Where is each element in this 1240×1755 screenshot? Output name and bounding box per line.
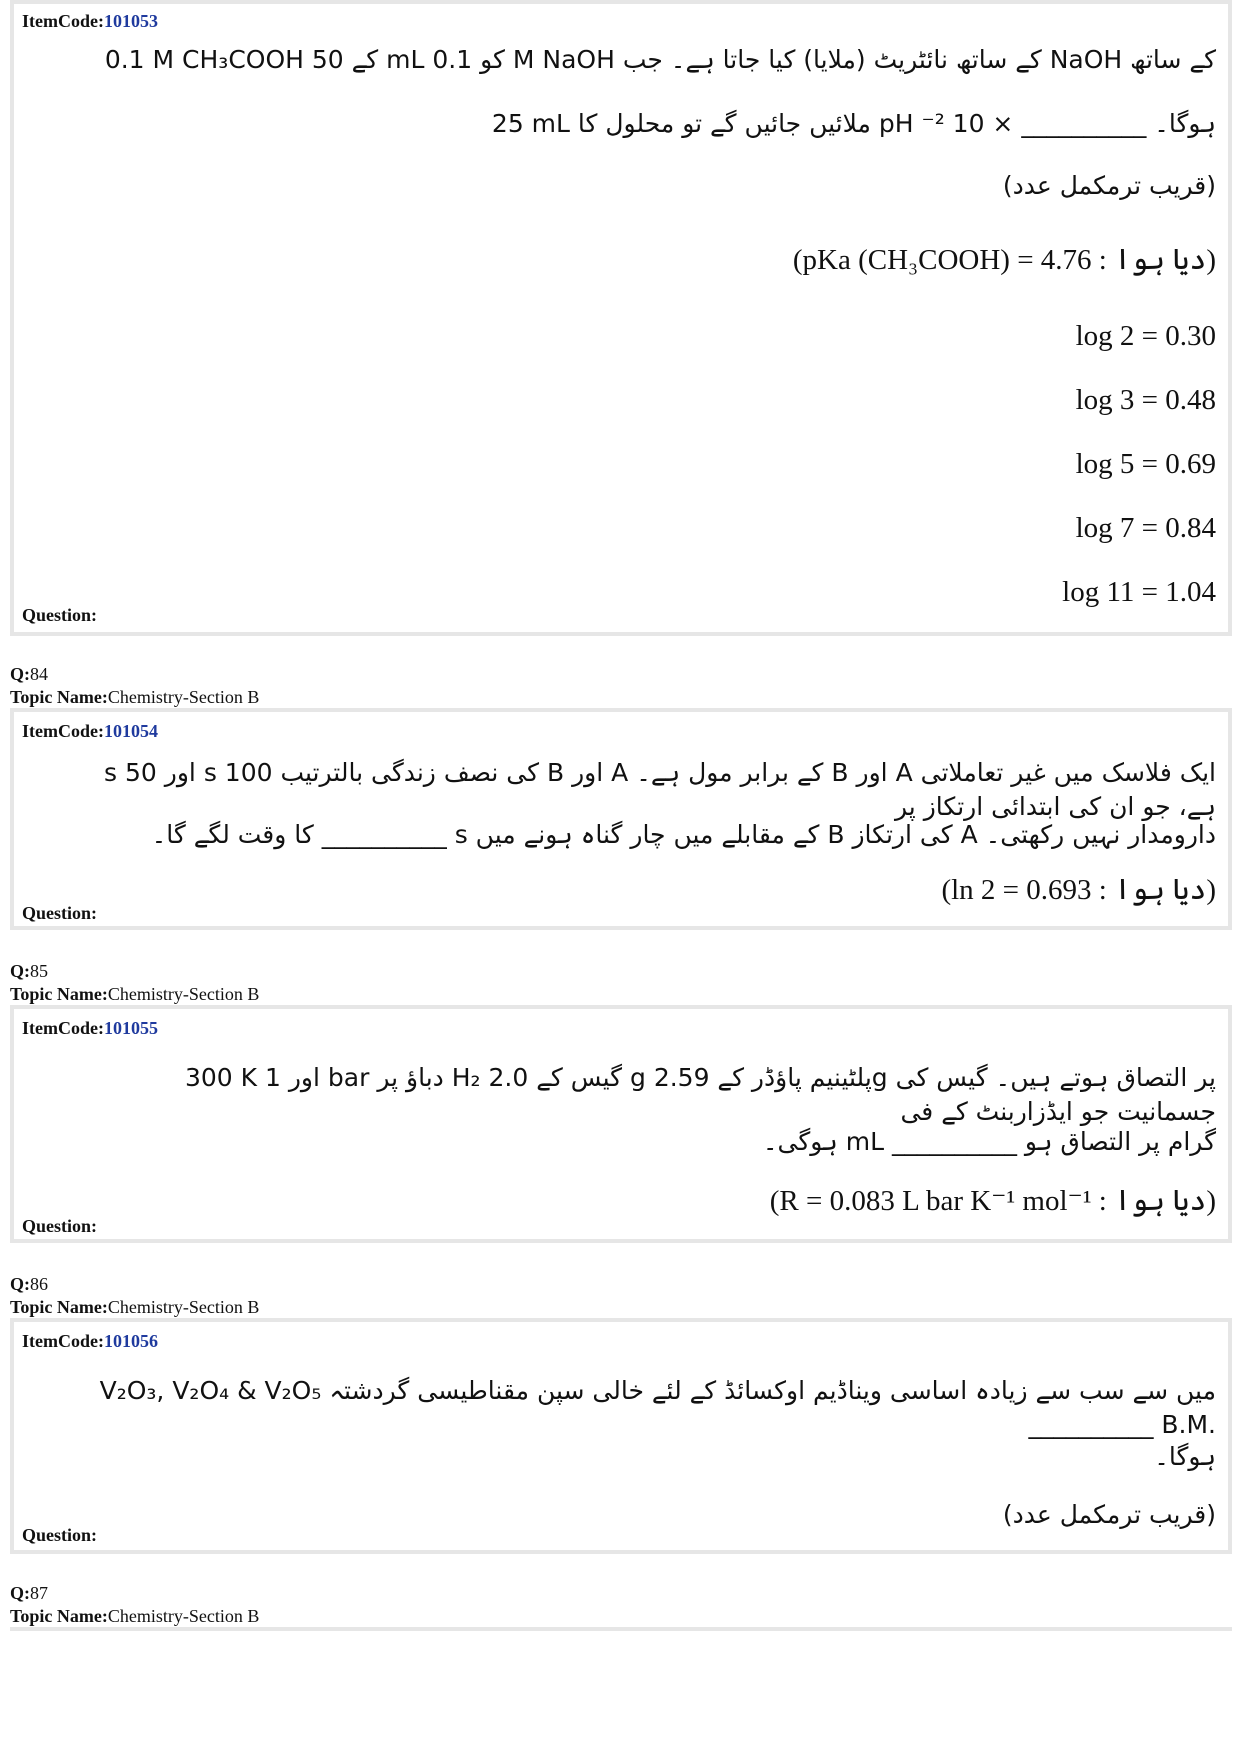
question-text-line-2: گرام پر التصاق ہو __________ mL ہوگی۔ [762,1127,1216,1156]
item-code-line [22,10,158,32]
topic-value: Chemistry-Section B [107,984,260,1004]
question-text-line-1: 0.1 M CH₃COOH کے 50 mL کو 0.1 M NaOH کے ساتھ نائٹریٹ (ملایا) کیا جاتا ہے۔ جب NaOH کے ساتھ [104,45,1216,74]
given-log-3: log 3 = 0.48 [1075,384,1216,416]
given-log-2: log 2 = 0.30 [1075,320,1216,352]
item-code-label: ItemCode: [22,1331,104,1351]
topic-line [10,1296,259,1318]
topic-value: Chemistry-Section B [107,1297,260,1317]
question-text-line-1: V₂O₃, V₂O₄ & V₂O₅ میں سے سب سے زیادہ اساسی ویناڈیم اوکسائڈ کے لئے خالی سپن مقناطیسی گردشتہ __________ B.M. [99,1376,1216,1439]
given-ln2: (ln 2 = 0.693 : دیا ہوا) [941,874,1216,906]
item-code-value: 101053 [103,11,158,31]
topic-value: Chemistry-Section B [107,687,260,707]
question-label: Question: [22,1216,98,1236]
question-label: Question: [22,1525,98,1545]
question-text-line-2: ہوگا۔ [1154,1442,1216,1471]
question-text-line-2: دارومدار نہیں رکھتی۔ A کی ارتکاز B کے مقابلے میں چار گناہ ہونے میں s __________ کا وقت لگے گا۔ [151,820,1216,849]
item-code-line [22,1330,158,1352]
item-code-line [22,1017,158,1039]
section-divider [10,1627,1232,1631]
q-label: Q: [10,1583,30,1603]
q-number-line [10,1273,48,1295]
question-label: Question: [22,903,98,923]
item-code-value: 101055 [103,1018,158,1038]
question-panel-101053 [10,0,1232,636]
rounding-note: (قریب ترمکمل عدد) [1002,1500,1216,1529]
question-panel-101055 [10,1005,1232,1243]
q-number: 87 [30,1583,48,1603]
topic-label: Topic Name: [10,687,108,707]
q-number-line [10,960,48,982]
item-code-value: 101056 [103,1331,158,1351]
topic-line [10,983,259,1005]
item-code-label: ItemCode: [22,11,104,31]
topic-label: Topic Name: [10,984,108,1004]
given-log-11: log 11 = 1.04 [1062,576,1216,608]
given-log-7: log 7 = 0.84 [1075,512,1216,544]
q-number-line [10,1582,48,1604]
topic-value: Chemistry-Section B [107,1606,260,1626]
topic-label: Topic Name: [10,1297,108,1317]
question-text-line-2: 25 mL ملائیں جائیں گے تو محلول کا pH ⁻² 10 × __________ ہوگا۔ [491,109,1216,138]
q-label: Q: [10,664,30,684]
topic-line [10,1605,259,1627]
item-code-line [22,720,158,742]
q-label: Q: [10,961,30,981]
rounding-note: (قریب ترمکمل عدد) [1002,171,1216,200]
question-panel-101056 [10,1318,1232,1554]
question-text-line-1: ایک فلاسک میں غیر تعاملاتی A اور B کے برابر مول ہے۔ A اور B کی نصف زندگی بالترتیب 100 s اور 50 s ہے، جو ان کی ابتدائی ارتکاز پر [104,758,1216,821]
question-label: Question: [22,605,98,625]
q-number: 86 [30,1274,48,1294]
given-gas-constant: (R = 0.083 L bar K⁻¹ mol⁻¹ : دیا ہوا) [769,1185,1216,1217]
q-number: 84 [30,664,48,684]
given-log-5: log 5 = 0.69 [1075,448,1216,480]
question-panel-101054 [10,708,1232,930]
question-text-line-1: 300 K اور 1 bar دباؤ پر H₂ گیس کے 2.0 g پلٹینیم پاؤڈر کے 2.59g پر التصاق ہوتے ہیں۔ گیس کی جسمانیت جو ایڈزاربنٹ کے فی [184,1063,1216,1126]
given-pka: (pKa (CH₃COOH) = 4.76 : دیا ہوا) [792,244,1216,276]
item-code-label: ItemCode: [22,1018,104,1038]
q-label: Q: [10,1274,30,1294]
topic-label: Topic Name: [10,1606,108,1626]
q-number-line [10,663,48,685]
item-code-value: 101054 [103,721,158,741]
q-number: 85 [30,961,48,981]
item-code-label: ItemCode: [22,721,104,741]
topic-line [10,686,259,708]
